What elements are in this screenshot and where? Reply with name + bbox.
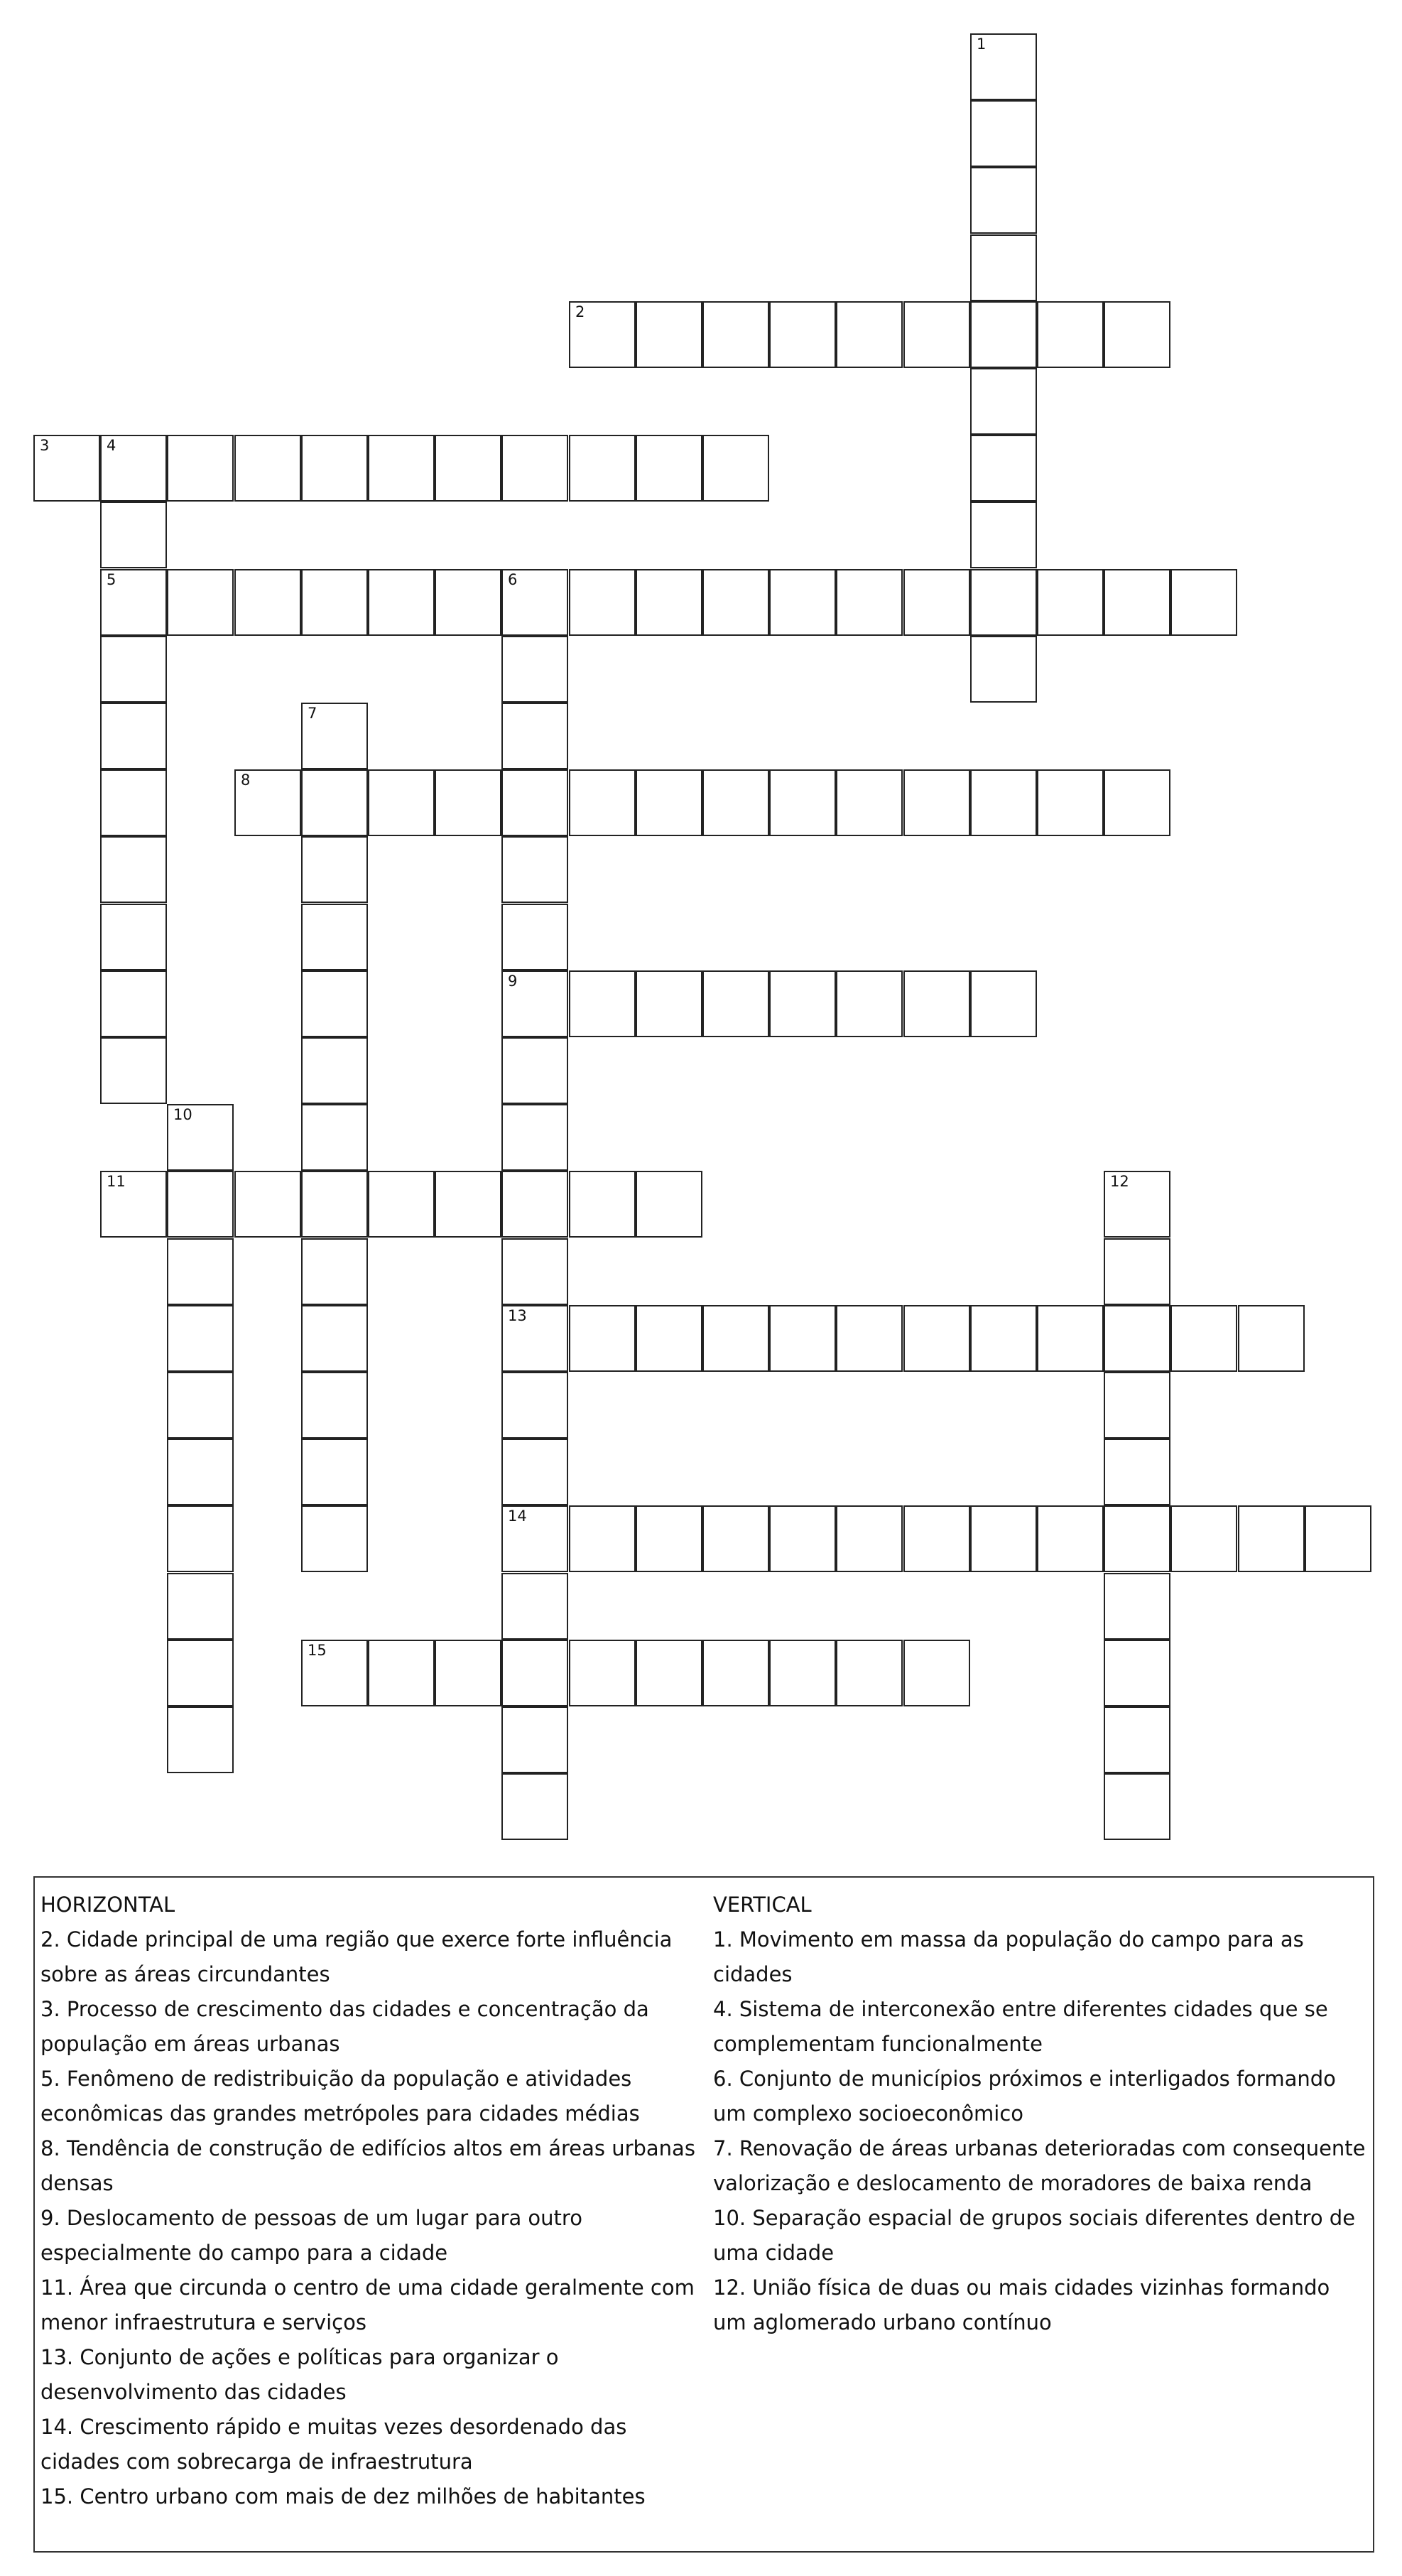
clue-number: 8 [241,772,251,789]
clue-number: 4 [107,437,116,454]
cell[interactable] [301,1238,368,1305]
cell[interactable] [769,1505,836,1572]
cell[interactable] [1104,1640,1170,1706]
clue-v-7: 7. Renovação de áreas urbanas deterioradas com consequente valorização e deslocamento de moradores de baixa renda [713,2136,1366,2195]
cell[interactable] [435,569,501,636]
cell[interactable] [702,1505,769,1572]
cell[interactable] [702,970,769,1037]
cell[interactable] [970,636,1037,703]
cell[interactable] [100,502,167,568]
cell[interactable] [435,1640,501,1706]
cell[interactable] [1037,301,1104,368]
cell[interactable] [702,569,769,636]
cell-start-4[interactable] [100,435,167,502]
cell[interactable] [100,970,167,1037]
cell[interactable] [501,904,568,970]
cell[interactable] [970,502,1037,568]
cell[interactable] [769,1640,836,1706]
cell[interactable] [569,1171,636,1238]
cell[interactable] [301,1037,368,1104]
cell[interactable] [501,1104,568,1171]
cell[interactable] [970,769,1037,836]
clue-v-10: 10. Separação espacial de grupos sociais diferentes dentro de uma cidade [713,2206,1356,2265]
cell[interactable] [100,1037,167,1104]
clue-h-15: 15. Centro urbano com mais de dez milhões de habitantes [40,2484,646,2509]
horizontal-clues [40,1888,708,2514]
cell[interactable] [1104,1573,1170,1640]
cell[interactable] [301,569,368,636]
cell[interactable] [636,435,702,502]
cell[interactable] [836,970,903,1037]
cell[interactable] [501,836,568,903]
cell[interactable] [970,569,1037,636]
clue-v-6: 6. Conjunto de municípios próximos e interligados formando um complexo socioeconômico [713,2067,1336,2126]
cell[interactable] [569,1305,636,1372]
cell[interactable] [301,1439,368,1505]
cell[interactable] [167,1372,234,1439]
cell[interactable] [970,1305,1037,1372]
clue-h-9: 9. Deslocamento de pessoas de um lugar para outro especialmente do campo para a cidade [40,2206,582,2265]
cell[interactable] [970,435,1037,502]
vertical-title: VERTICAL [713,1893,812,1917]
cell[interactable] [702,435,769,502]
cell[interactable] [501,636,568,703]
cell-start-8[interactable] [234,769,301,836]
cell[interactable] [501,1037,568,1104]
clue-number: 10 [173,1106,192,1123]
clue-h-2: 2. Cidade principal de uma região que exerce forte influência sobre as áreas circundantes [40,1927,673,1986]
clue-v-12: 12. União física de duas ou mais cidades vizinhas formando um aglomerado urbano contínuo [713,2275,1330,2334]
cell[interactable] [769,1305,836,1372]
clue-number: 12 [1110,1173,1129,1190]
cell-start-6[interactable] [501,569,568,636]
cell[interactable] [569,970,636,1037]
cell[interactable] [301,1372,368,1439]
cell[interactable] [1104,769,1170,836]
cell[interactable] [234,435,301,502]
cell[interactable] [368,769,435,836]
cell[interactable] [569,1505,636,1572]
cell[interactable] [636,301,702,368]
cell[interactable] [167,569,234,636]
cell[interactable] [301,904,368,970]
cell[interactable] [836,1305,903,1372]
cell[interactable] [636,1505,702,1572]
cell[interactable] [1104,1238,1170,1305]
cell[interactable] [368,569,435,636]
cell[interactable] [301,1505,368,1572]
cell-start-2[interactable] [569,301,636,368]
cell[interactable] [234,1171,301,1238]
cell-start-9[interactable] [501,970,568,1037]
cell[interactable] [100,636,167,703]
cell[interactable] [1170,1505,1237,1572]
cell[interactable] [100,769,167,836]
cell[interactable] [769,769,836,836]
cell[interactable] [970,970,1037,1037]
cell[interactable] [1104,1505,1170,1572]
cell[interactable] [301,1171,368,1238]
clue-number: 13 [508,1307,527,1324]
cell-start-14[interactable] [501,1505,568,1572]
clue-number: 1 [977,36,987,53]
cell-start-3[interactable] [33,435,100,502]
clue-number: 2 [575,303,585,320]
cell[interactable] [501,1573,568,1640]
cell-start-15[interactable] [301,1640,368,1706]
cell[interactable] [702,301,769,368]
cell[interactable] [636,1171,702,1238]
cell-start-10[interactable] [167,1104,234,1171]
clue-number: 11 [107,1173,126,1190]
cell[interactable] [301,970,368,1037]
cell[interactable] [836,301,903,368]
clue-number: 14 [508,1508,527,1525]
cell[interactable] [1104,1372,1170,1439]
cell[interactable] [569,435,636,502]
cell[interactable] [501,1238,568,1305]
cell[interactable] [769,301,836,368]
cell[interactable] [167,1238,234,1305]
cell[interactable] [970,301,1037,368]
clue-h-14: 14. Crescimento rápido e muitas vezes desordenado das cidades com sobrecarga de infraestrutura [40,2415,627,2474]
cell[interactable] [970,368,1037,435]
cell[interactable] [769,569,836,636]
cell[interactable] [501,435,568,502]
cell[interactable] [368,435,435,502]
cell[interactable] [368,1640,435,1706]
clue-number: 6 [508,571,518,588]
cell[interactable] [903,1640,970,1706]
cell[interactable] [501,1372,568,1439]
cell[interactable] [1104,1305,1170,1372]
cell[interactable] [836,1640,903,1706]
cell[interactable] [769,970,836,1037]
cell[interactable] [100,703,167,769]
cell-start-12[interactable] [1104,1171,1170,1238]
cell[interactable] [569,569,636,636]
cell[interactable] [836,769,903,836]
cell[interactable] [1104,1706,1170,1773]
clue-number: 9 [508,973,518,990]
clue-number: 3 [40,437,50,454]
cell[interactable] [903,569,970,636]
cell-start-1[interactable] [970,33,1037,100]
cell[interactable] [167,1505,234,1572]
cell[interactable] [167,1573,234,1640]
cell[interactable] [1037,1505,1104,1572]
cell[interactable] [234,569,301,636]
cell[interactable] [435,435,501,502]
cell[interactable] [970,100,1037,167]
clues-box [33,1876,1374,2553]
cell[interactable] [1037,569,1104,636]
cell[interactable] [501,1439,568,1505]
cell[interactable] [167,1640,234,1706]
cell-start-13[interactable] [501,1305,568,1372]
clue-h-13: 13. Conjunto de ações e políticas para organizar o desenvolvimento das cidades [40,2345,559,2404]
cell[interactable] [301,435,368,502]
clue-v-1: 1. Movimento em massa da população do campo para as cidades [713,1927,1304,1986]
cell[interactable] [1037,769,1104,836]
cell[interactable] [501,1706,568,1773]
cell[interactable] [100,904,167,970]
cell[interactable] [569,1640,636,1706]
cell[interactable] [1037,1305,1104,1372]
cell[interactable] [167,1305,234,1372]
cell[interactable] [501,769,568,836]
cell[interactable] [301,1104,368,1171]
clue-v-4: 4. Sistema de interconexão entre diferentes cidades que se complementam funcionalmente [713,1997,1328,2056]
cell-start-11[interactable] [100,1171,167,1238]
cell[interactable] [903,970,970,1037]
cell[interactable] [970,234,1037,301]
clue-h-3: 3. Processo de crescimento das cidades e concentração da população em áreas urbanas [40,1997,649,2056]
cell[interactable] [636,1305,702,1372]
cell[interactable] [1104,569,1170,636]
clue-h-8: 8. Tendência de construção de edifícios altos em áreas urbanas densas [40,2136,695,2195]
cell[interactable] [702,769,769,836]
clue-number: 7 [308,705,317,722]
cell[interactable] [435,769,501,836]
cell[interactable] [100,836,167,903]
cell-start-5[interactable] [100,569,167,636]
cell[interactable] [903,301,970,368]
cell[interactable] [1305,1505,1371,1572]
vertical-clues [713,1888,1366,2340]
cell[interactable] [1104,1773,1170,1840]
cell[interactable] [1238,1305,1305,1372]
cell[interactable] [301,1305,368,1372]
clue-number: 15 [308,1642,327,1659]
cell[interactable] [1170,569,1237,636]
cell[interactable] [702,1640,769,1706]
cell[interactable] [636,1640,702,1706]
cell[interactable] [1104,1439,1170,1505]
cell[interactable] [836,569,903,636]
cell[interactable] [970,167,1037,234]
cell[interactable] [167,1439,234,1505]
cell[interactable] [903,1505,970,1572]
cell[interactable] [903,769,970,836]
cell[interactable] [636,769,702,836]
cell[interactable] [501,1640,568,1706]
cell[interactable] [167,1171,234,1238]
cell[interactable] [301,769,368,836]
cell[interactable] [435,1171,501,1238]
clue-h-5: 5. Fenômeno de redistribuição da população e atividades econômicas das grandes metrópoles para cidades médias [40,2067,640,2126]
cell[interactable] [1104,301,1170,368]
cell[interactable] [167,1706,234,1773]
clue-number: 5 [107,571,116,588]
cell[interactable] [501,703,568,769]
cell[interactable] [636,569,702,636]
cell[interactable] [167,435,234,502]
horizontal-title: HORIZONTAL [40,1893,175,1917]
cell[interactable] [368,1171,435,1238]
cell[interactable] [569,769,636,836]
cell[interactable] [636,970,702,1037]
cell[interactable] [903,1305,970,1372]
cell[interactable] [1170,1305,1237,1372]
cell[interactable] [970,1505,1037,1572]
cell[interactable] [836,1505,903,1572]
cell-start-7[interactable] [301,703,368,769]
cell[interactable] [1238,1505,1305,1572]
cell[interactable] [501,1171,568,1238]
cell[interactable] [301,836,368,903]
cell[interactable] [501,1773,568,1840]
cell[interactable] [702,1305,769,1372]
clue-h-11: 11. Área que circunda o centro de uma cidade geralmente com menor infraestrutura e serviços [40,2275,695,2334]
